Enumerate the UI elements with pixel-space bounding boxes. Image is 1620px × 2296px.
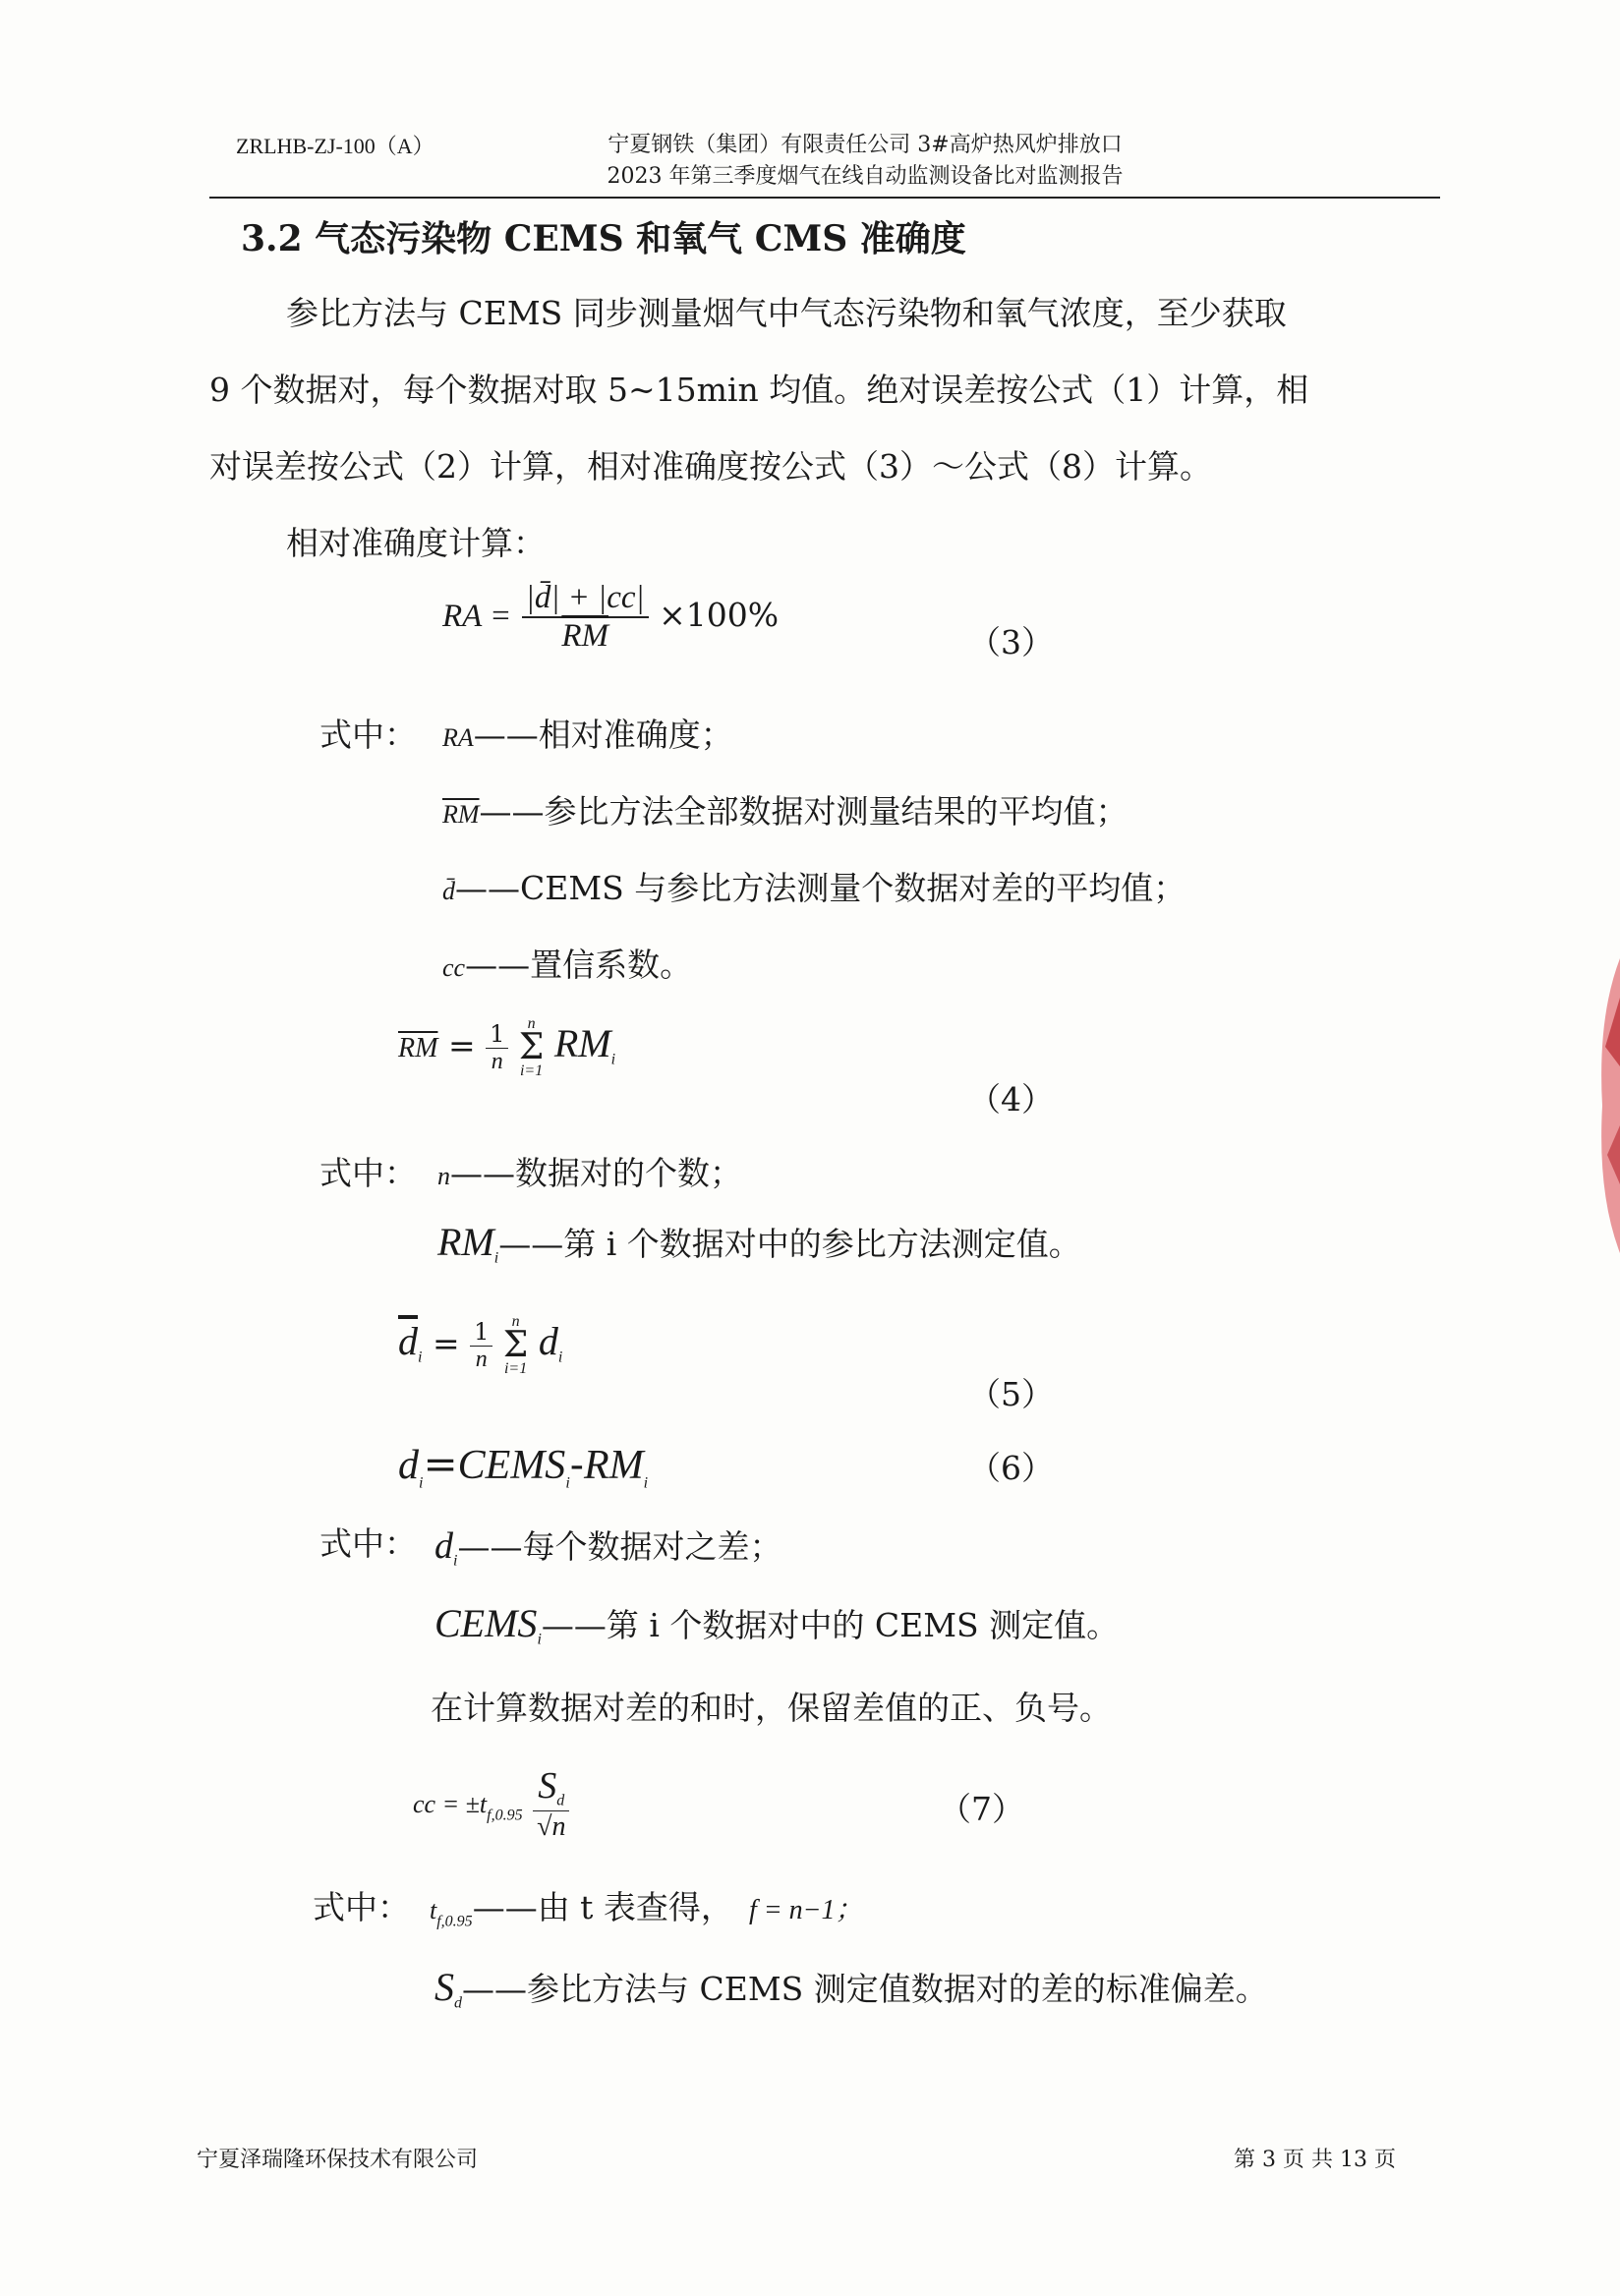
equation-7 [413,1764,569,1843]
eq6-note: 在计算数据对差的和时，保留差值的正、负号。 [431,1689,1112,1727]
def-text: ——参比方法全部数据对测量结果的平均值； [479,792,1128,831]
def-text: ——每个数据对之差； [457,1527,782,1566]
intro-line: 参比方法与 CEMS 同步测量烟气中气态污染物和氧气浓度，至少获取 [286,294,1287,332]
eq5-lhs-sub: i [418,1349,423,1366]
eq5-sum-top: n [511,1313,520,1330]
eq7-number: （7） [939,1790,1024,1828]
def-text: ——相对准确度； [473,716,733,754]
seal-stamp-icon [1588,958,1620,1253]
eq4-sum-top: n [527,1015,536,1032]
eq4-lhs: $\overline{RM}$ [398,1033,438,1063]
eq7-fraction [533,1764,569,1843]
def-item [434,1964,1268,2013]
equation-4 [398,1017,615,1078]
def-item [434,1521,781,1571]
def-item [442,710,733,756]
eq5-frac-den: n [475,1347,488,1372]
def-text: ——置信系数。 [465,946,693,984]
eq3-fraction [522,580,649,655]
eq5-frac-num: 1 [470,1318,492,1347]
eq6-cems-sub: i [565,1474,570,1492]
eq5-number: （5） [968,1375,1054,1413]
sigma-icon: Σ [502,1325,529,1365]
eq6-number: （6） [968,1449,1054,1487]
eq5-term-sub: i [557,1349,563,1366]
eq7-numerator [533,1764,569,1811]
eq4-frac-den: n [491,1049,503,1074]
def-symbol: n [437,1162,450,1190]
def-symbol: RA [442,723,474,752]
intro-paragraph [209,275,1440,582]
eq7-denominator: √n [537,1810,566,1842]
eq4-frac-num: 1 [486,1020,508,1049]
eq3-lhs: RA = [442,599,512,634]
def-item [442,786,1128,832]
eq6-defs-prefix: 式中： [319,1524,417,1563]
def-symbol-sub: i [453,1552,458,1570]
eq5-term: d [538,1319,558,1363]
def-item [442,863,1186,909]
def-text: ——CEMS 与参比方法测量个数据对差的平均值； [455,869,1186,907]
def-symbol: CEMS [434,1601,538,1645]
header-title-line2: 2023 年第三季度烟气在线自动监测设备比对监测报告 [607,164,1124,189]
doc-header-title [580,130,1150,193]
eq3-denominator: RM [561,618,608,654]
eq4-fraction [486,1020,508,1075]
footer-company: 宁夏泽瑞隆环保技术有限公司 [197,2148,479,2172]
def-item [442,940,692,986]
eq3-defs-prefix: 式中： [319,716,417,754]
eq6-minus: - [569,1440,584,1488]
eq6-cems: CEMS [457,1443,566,1488]
def-extra: f = n−1； [748,1895,863,1925]
equation-6 [398,1440,648,1492]
def-text: ——由 t 表查得， [472,1888,733,1926]
eq6-rm: RM [583,1443,644,1488]
eq7-lhs: cc = ±t [413,1789,488,1818]
eq7-defs-prefix: 式中： [313,1888,410,1926]
def-symbol: RM [437,1220,494,1264]
section-title: 3.2 气态污染物 CEMS 和氧气 CMS 准确度 [241,218,966,259]
eq6-d-sub: i [419,1474,424,1492]
eq3-rhs: ×100% [659,596,780,634]
eq4-term-sub: i [610,1051,616,1068]
def-item [430,1882,863,1931]
header-title-line1: 宁夏钢铁（集团）有限责任公司 3#高炉热风炉排放口 [608,133,1123,157]
def-symbol-sub: d [454,1994,462,2012]
def-symbol-sub: f,0.95 [436,1913,473,1930]
eq4-sum-bot: i=1 [519,1062,544,1079]
def-symbol: $\overline{RM}$ [442,800,480,829]
intro-line: 相对准确度计算： [286,524,546,562]
equation-5 [398,1315,562,1376]
eq3-number: （3） [968,623,1054,661]
def-symbol: S [434,1965,454,2009]
eq7-num-s: S [538,1765,557,1807]
eq7-lhs-sub: f,0.95 [487,1807,523,1824]
eq7-num-sub: d [556,1792,565,1809]
def-item [434,1600,1119,1649]
def-symbol-sub: i [493,1249,499,1267]
def-item [437,1219,1081,1268]
eq5-sum [503,1315,528,1376]
intro-line: 9 个数据对，每个数据对取 5~15min 均值。绝对误差按公式（1）计算，相 [209,371,1309,409]
header-divider [209,197,1440,199]
def-symbol: cc [442,953,466,982]
eq6-d: d [398,1443,419,1488]
def-text: ——数据对的个数； [450,1154,742,1192]
def-text: ——参比方法与 CEMS 测定值数据对的差的标准偏差。 [462,1970,1268,2008]
def-item [437,1148,742,1194]
intro-line: 对误差按公式（2）计算，相对准确度按公式（3）～公式（8）计算。 [209,447,1212,486]
def-text: ——第 i 个数据对中的 CEMS 测定值。 [541,1606,1120,1644]
eq4-defs-prefix: 式中： [319,1154,417,1192]
eq6-eq: = [423,1440,458,1488]
eq4-number: （4） [968,1080,1054,1119]
eq5-sum-bot: i=1 [503,1360,528,1377]
equation-3 [442,580,779,655]
eq3-numerator: |d̄| + |cc| [522,580,649,618]
def-symbol: d [434,1525,453,1567]
footer-page-number: 第 3 页 共 13 页 [1234,2148,1396,2172]
def-symbol: d̄ [442,877,455,905]
eq4-eq: = [447,1026,476,1064]
def-symbol: t [430,1896,437,1924]
eq5-eq: = [432,1324,460,1362]
doc-code: ZRLHB-ZJ-100（A） [236,134,434,158]
eq5-fraction [470,1318,492,1373]
sigma-icon: Σ [518,1027,545,1067]
eq5-lhs: $\overline{d}$ [398,1319,418,1363]
def-symbol-sub: i [537,1631,542,1648]
eq4-term: RM [553,1021,611,1065]
def-text: ——第 i 个数据对中的参比方法测定值。 [498,1225,1081,1263]
eq6-rm-sub: i [643,1474,649,1492]
eq4-sum [519,1017,544,1078]
